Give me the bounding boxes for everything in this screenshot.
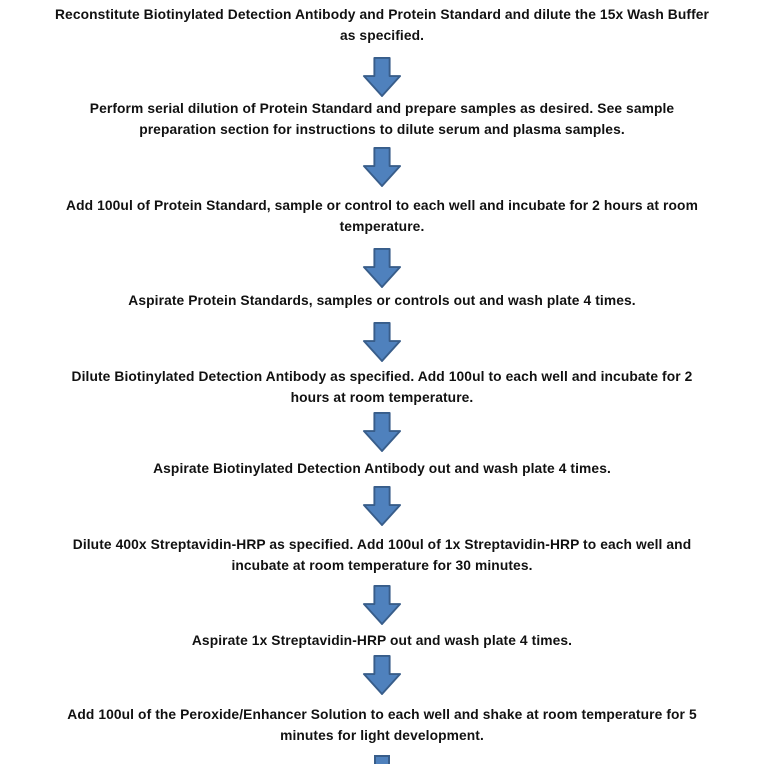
down-arrow-icon: [360, 248, 404, 288]
down-arrow-stub-icon: [374, 755, 390, 764]
step-3: [0, 195, 764, 237]
step-5-line-1: Dilute Biotinylated Detection Antibody as specified. Add 100ul to each well and incubate for 2: [71, 369, 693, 384]
down-arrow-icon: [360, 486, 404, 526]
step-5: [0, 366, 764, 408]
step-7-line-2: incubate at room temperature for 30 minutes.: [231, 558, 533, 573]
step-7: [0, 534, 764, 576]
step-1-line-1: Reconstitute Biotinylated Detection Antibody and Protein Standard and dilute the 15x Wash Buffer: [54, 7, 710, 22]
step-9-line-2: minutes for light development.: [280, 728, 484, 743]
down-arrow-icon: [360, 322, 404, 362]
step-4: [0, 290, 764, 311]
step-4-line-1: Aspirate Protein Standards, samples or controls out and wash plate 4 times.: [128, 293, 636, 308]
step-9: [0, 704, 764, 746]
step-3-line-2: temperature.: [339, 219, 425, 234]
step-6-line-1: Aspirate Biotinylated Detection Antibody out and wash plate 4 times.: [153, 461, 611, 476]
step-5-line-2: hours at room temperature.: [290, 390, 474, 405]
step-2-line-2: preparation section for instructions to dilute serum and plasma samples.: [139, 122, 625, 137]
step-8: [0, 630, 764, 651]
step-2: [0, 98, 764, 140]
step-6: [0, 458, 764, 479]
down-arrow-icon: [360, 57, 404, 97]
step-1: [0, 4, 764, 46]
step-2-line-1: Perform serial dilution of Protein Standard and prepare samples as desired. See sample: [89, 101, 675, 116]
down-arrow-icon: [360, 655, 404, 695]
step-1-line-2: as specified.: [339, 28, 425, 43]
step-7-line-1: Dilute 400x Streptavidin-HRP as specified. Add 100ul of 1x Streptavidin-HRP to each well and: [72, 537, 692, 552]
down-arrow-icon: [360, 412, 404, 452]
down-arrow-icon: [360, 585, 404, 625]
down-arrow-icon: [360, 147, 404, 187]
step-8-line-1: Aspirate 1x Streptavidin-HRP out and wash plate 4 times.: [191, 633, 573, 648]
step-3-line-1: Add 100ul of Protein Standard, sample or control to each well and incubate for 2 hours at room: [66, 198, 698, 213]
step-9-line-1: Add 100ul of the Peroxide/Enhancer Solution to each well and shake at room temperature for 5: [67, 707, 697, 722]
